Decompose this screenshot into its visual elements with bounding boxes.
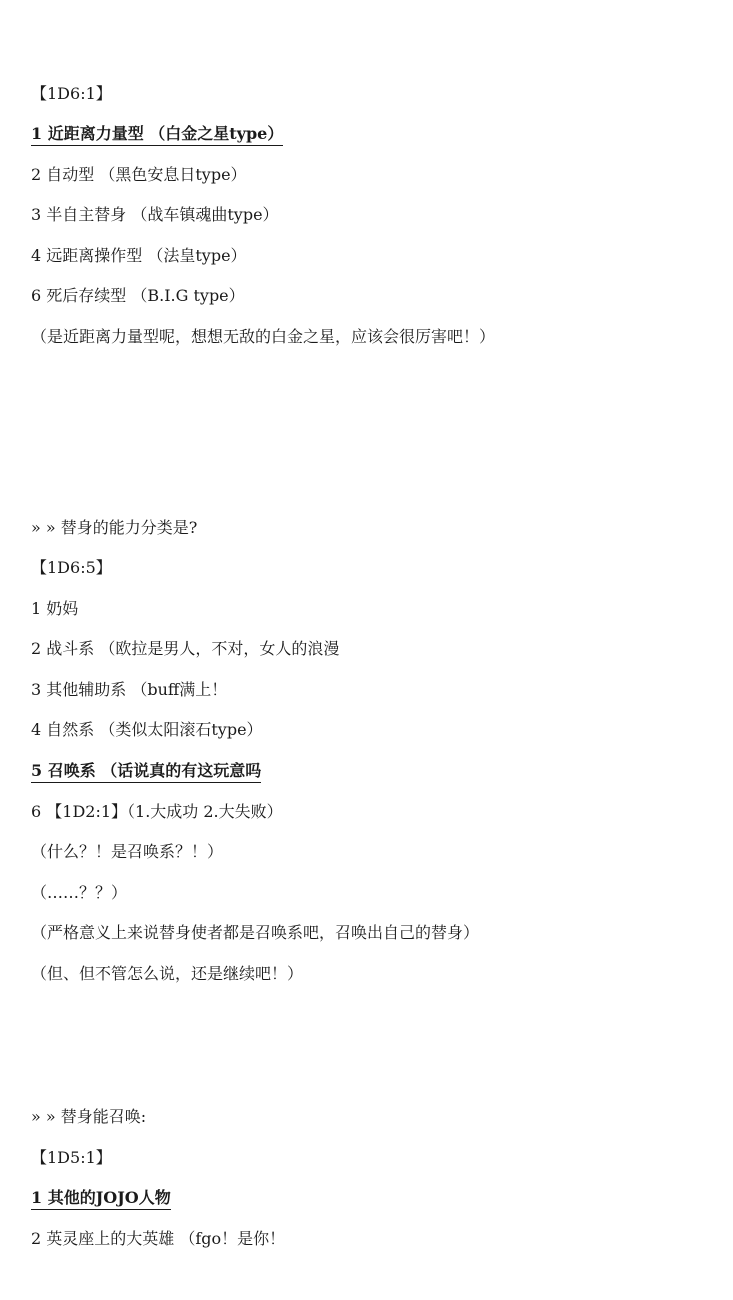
comment-line: （但、但不管怎么说，还是继续吧！） bbox=[31, 964, 304, 983]
option-line: 6 【1D2:1】（1.大成功 2.大失败） bbox=[31, 802, 283, 821]
option-line: 4 自然系 （类似太阳滚石type） bbox=[31, 720, 263, 739]
roll-result: 【1D6:5】 bbox=[31, 558, 112, 577]
section-heading: » » 替身能召唤: bbox=[31, 1107, 147, 1126]
option-line: 6 死后存续型 （B.I.G type） bbox=[31, 286, 245, 305]
section-heading: » » 替身的能力分类是? bbox=[31, 518, 198, 537]
option-line: 4 远距离操作型 （法皇type） bbox=[31, 246, 247, 265]
comment-line: （什么？！是召唤系？！） bbox=[31, 842, 224, 861]
comment-line: （是近距离力量型呢，想想无敌的白金之星，应该会很厉害吧！） bbox=[31, 327, 496, 346]
comment-line: （严格意义上来说替身使者都是召唤系吧，召唤出自己的替身） bbox=[31, 923, 480, 942]
roll-result: 【1D5:1】 bbox=[31, 1148, 112, 1167]
roll-result: 【1D6:1】 bbox=[31, 84, 112, 103]
option-line: 1 奶妈 bbox=[31, 599, 79, 618]
selected-option: 1 其他的JOJO人物 bbox=[31, 1188, 171, 1210]
selected-option: 1 近距离力量型 （白金之星type） bbox=[31, 124, 283, 146]
option-line: 2 自动型 （黑色安息日type） bbox=[31, 165, 247, 184]
option-line: 3 其他辅助系 （buff满上！ bbox=[31, 680, 228, 699]
selected-option: 5 召唤系 （话说真的有这玩意吗 bbox=[31, 761, 261, 783]
comment-line: （……？？） bbox=[31, 883, 128, 902]
option-line: 2 英灵座上的大英雄 （fgo！是你！ bbox=[31, 1229, 286, 1248]
option-line: 2 战斗系 （欧拉是男人，不对，女人的浪漫 bbox=[31, 639, 340, 658]
option-line: 3 半自主替身 （战车镇魂曲type） bbox=[31, 205, 279, 224]
